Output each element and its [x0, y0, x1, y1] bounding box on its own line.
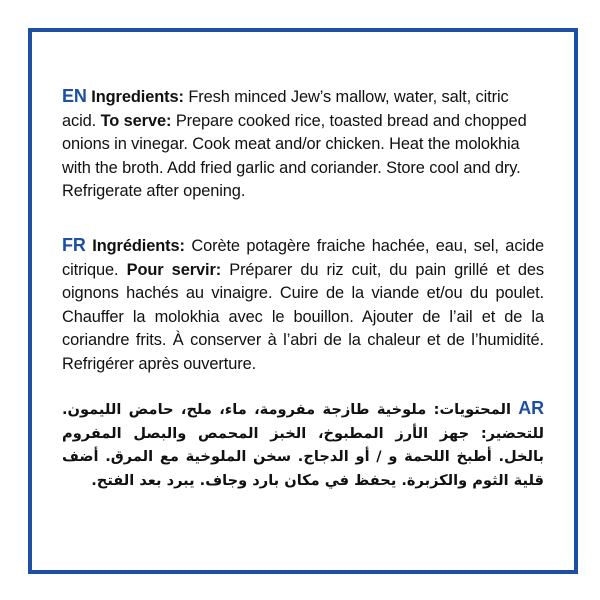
- language-code-ar: AR: [518, 398, 544, 418]
- serve-text-fr: Préparer du riz cuit, du pain grillé et des oignons hachés au vinaigre. Cuire de la viande et/ou du poulet. Chauffer la molokhia avec le bouillon. Ajouter de l’ail et de la coriandre frits. À conserver à l’abri de la chaleur et de l’humidité. Refrigérer après ouverture.: [62, 260, 544, 373]
- english-ingredients-block: [62, 85, 544, 204]
- serve-label-en: To serve:: [100, 111, 172, 130]
- language-code-en: EN: [62, 86, 87, 106]
- ingredients-text-ar: المحتويات: ملوخية طازجة مفرومة، ماء، ملح، حامض الليمون. للتحضير: جهز الأرز المطبوخ، الخبز المحمص والبصل المفروم بالخل. أطبخ اللحمة و / أو الدجاج. سخن الملوخية مع المرق. أضف قلية الثوم والكزبرة. يحفظ في مكان بارد وجاف. يبرد بعد الفتح.: [62, 401, 544, 489]
- ingredients-label-fr: Ingrédients:: [92, 237, 185, 255]
- ingredients-text-en: Fresh minced Jew’s mallow, water, salt, citric acid.: [62, 88, 509, 130]
- french-ingredients-block: [62, 234, 544, 376]
- ingredients-text-fr: Corète potagère fraiche hachée, eau, sel, acide citrique.: [62, 237, 544, 279]
- serve-text-en: Prepare cooked rice, toasted bread and chopped onions in vinegar. Cook meat and/or chicken. Heat the molokhia with the broth. Add fried garlic and coriander. Store cool and dry. Refrigerate after opening.: [62, 111, 527, 200]
- arabic-ingredients-block: [62, 397, 544, 492]
- serve-label-fr: Pour servir:: [126, 260, 222, 279]
- language-code-fr: FR: [62, 235, 86, 255]
- ingredients-label-en: Ingredients:: [91, 88, 184, 106]
